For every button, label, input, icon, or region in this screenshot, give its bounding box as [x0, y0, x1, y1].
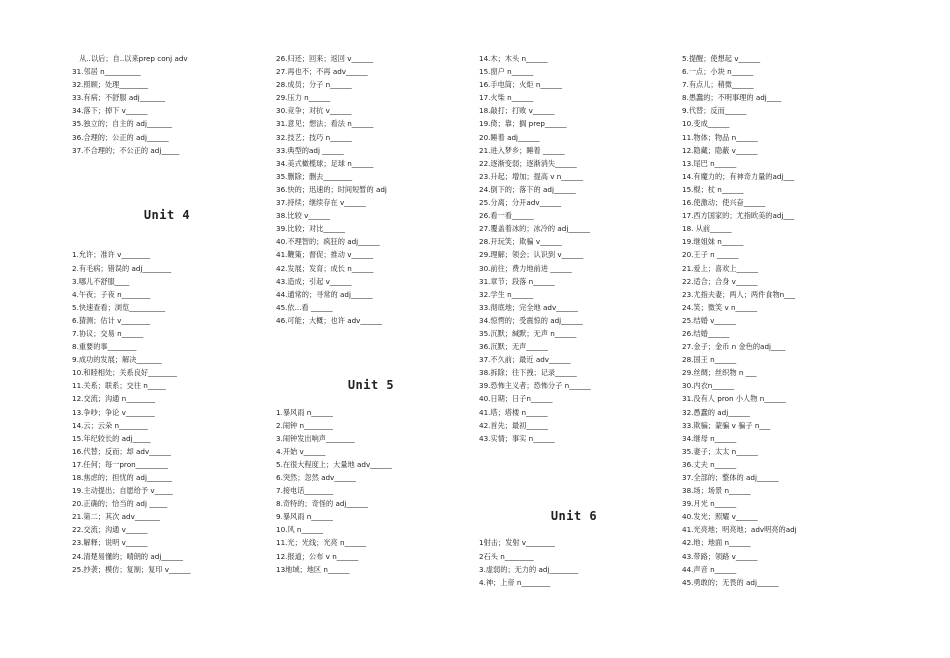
vocab-entry: 3.哪儿不舒服____ [72, 276, 130, 286]
spacer [479, 523, 669, 536]
vocab-entry: 9.代替；反而______ [682, 106, 747, 116]
vocab-entry: 28.国王 n______ [682, 355, 737, 365]
vocab-entry: 32.技艺；技巧 n______ [276, 132, 352, 142]
vocab-entry: 21.进入梦乡；睡着 ______ [479, 145, 565, 155]
vocab-entry: 13.尾巴 n______ [682, 158, 737, 168]
column-1 [72, 52, 262, 576]
vocab-entry: 38.比较 v______ [276, 211, 330, 221]
vocab-entry: 29.丝绸；丝织物 n ___ [682, 368, 757, 378]
vocab-entry: 36.丈夫 n______ [682, 459, 737, 469]
vocab-entry: 35.沉默；缄默；无声 n______ [479, 328, 577, 338]
vocab-entry: 1.暴风雨 n______ [276, 407, 333, 417]
vocab-entry: 35.删除；删去________ [276, 171, 353, 181]
vocab-entry: 33.欺骗；蒙骗 v 骗子 n___ [682, 420, 771, 430]
vocab-entry: 1.允许；准许 v________ [72, 250, 151, 260]
vocab-entry: 17.火柴 n______ [479, 93, 534, 103]
vocab-entry: 36.快的；迅速的；时间短暂的 adj [276, 184, 387, 194]
vocab-entry: 9.成功的发展；解决_______ [72, 355, 162, 365]
vocab-entry: 40.不理智的；疯狂的 adj______ [276, 237, 380, 247]
vocab-entry: 30.竞争；对抗 v______ [276, 106, 352, 116]
vocab-entry: 15.年纪较长的 adj_____ [72, 433, 151, 443]
vocab-entry: 25.结婚 v______ [682, 315, 736, 325]
vocab-entry: 16.代替；反而；却 adv______ [72, 446, 171, 456]
vocab-entry: 19.继姐妹 n______ [682, 237, 744, 247]
vocab-entry: 40.日期；日子n______ [479, 394, 553, 404]
vocab-entry: 8.奇特的；奇怪的 adj______ [276, 499, 368, 509]
vocab-entry: 34.落下；掉下 v______ [72, 106, 148, 116]
vocab-entry: 8.愚蠢的；不明事理的 adj____ [682, 93, 782, 103]
vocab-entry: 37.持续；继续存在 v______ [276, 198, 366, 208]
spacer [72, 157, 262, 170]
vocab-entry: 1射击；发射 v________ [479, 538, 555, 548]
vocab-entry: 24.清楚易懂的；晴朗的 adj______ [72, 551, 183, 561]
vocab-entry: 3.闹钟发出响声________ [276, 433, 355, 443]
vocab-entry: 45.依...看 ______ [276, 302, 333, 312]
vocab-entry: 12.报道；公布 v n______ [276, 551, 359, 561]
vocab-entry: 13.争吵；争论 v________ [72, 407, 155, 417]
vocab-entry: 23.解释；说明 v______ [72, 538, 148, 548]
vocab-entry: 30.内衣n______ [682, 381, 734, 391]
vocab-entry: 43.实情；事实 n______ [479, 433, 555, 443]
spacer [479, 458, 669, 471]
vocab-entry: 41.塔；塔楼 n______ [479, 407, 548, 417]
vocab-entry: 5.快速查看；浏览__________ [72, 302, 166, 312]
vocab-entry: 10.变成______ [682, 119, 730, 129]
vocab-entry: 5.提醒；使想起 v______ [682, 54, 761, 63]
vocab-entry: 35.妻子；太太 n______ [682, 446, 758, 456]
vocab-entry: 11.物体；物品 n______ [682, 132, 758, 142]
spacer [276, 392, 466, 405]
vocab-entry: 25.抄袭；模仿；复制；复印 v______ [72, 564, 191, 574]
vocab-entry: 26.结婚______ [682, 328, 730, 338]
vocab-entry: 38.场；场景 n______ [682, 486, 751, 496]
vocab-entry: 26.看一看______ [479, 211, 534, 221]
spacer [479, 471, 669, 484]
unit-heading: Unit 4 [143, 208, 191, 223]
column-3 [479, 52, 669, 589]
vocab-entry: 36.沉默；无声______ [479, 342, 548, 352]
vocab-entry: 39.月光 n______ [682, 499, 737, 509]
vocab-entry: 7.有点儿；稍微______ [682, 80, 754, 90]
vocab-entry: 26.归还；回来；返回 v______ [276, 54, 374, 63]
vocab-entry: 22.交流；沟通 v______ [72, 525, 148, 535]
vocab-entry: 29.压力 n______ [276, 93, 331, 103]
vocab-entry: 8.重要的事________ [72, 342, 137, 352]
vocab-entry: 38.拆除；往下拽；记录______ [479, 368, 577, 378]
vocab-entry: 21.第二；其次 adv_______ [72, 512, 161, 522]
vocab-entry: 42.首先；最初______ [479, 420, 548, 430]
spacer [72, 222, 262, 235]
spacer [276, 353, 466, 366]
vocab-entry: 43.造成；引起 v______ [276, 276, 352, 286]
vocab-entry: 24.倒下的；落下的 adj______ [479, 184, 576, 194]
vocab-entry: 46.可能；大概；也许 adv______ [276, 315, 382, 325]
vocab-entry: 34.继母 n______ [682, 433, 737, 443]
vocab-entry: 17.西方国家的；尤指欧美的adj___ [682, 211, 795, 221]
spacer [479, 445, 669, 458]
spacer [276, 327, 466, 340]
vocab-entry: 17.任何；每一pron_________ [72, 459, 169, 469]
vocab-entry: 33.彻底地；完全地 adv______ [479, 302, 578, 312]
vocab-entry: 23.升起；增加；提高 v n______ [479, 171, 583, 181]
vocab-entry: 2石头 n________ [479, 551, 534, 561]
vocab-entry: 16.手电筒；火炬 n______ [479, 80, 562, 90]
vocab-entry: 6.猜测；估计 v________ [72, 315, 151, 325]
vocab-entry: 从..以后；自..以来prep conj adv [72, 54, 188, 63]
vocab-entry: 45.勇敢的；无畏的 adj______ [682, 577, 779, 587]
vocab-entry: 20.王子 n ______ [682, 250, 739, 260]
vocab-entry: 18.敲打；打败 v______ [479, 106, 555, 116]
vocab-entry: 27.覆盖着冰的；冰冷的 adj______ [479, 224, 590, 234]
vocab-entry: 7.接电话________ [276, 486, 334, 496]
vocab-entry: 34.惊愕的；受震惊的 adj______ [479, 315, 583, 325]
vocab-entry: 4.午夜；子夜 n________ [72, 289, 151, 299]
spacer [72, 183, 262, 196]
vocab-entry: 35.独立的；自主的 adj_______ [72, 119, 173, 129]
vocab-entry: 14.木；木头 n______ [479, 54, 548, 63]
vocab-entry: 42.发展；发育；成长 n______ [276, 263, 374, 273]
vocab-entry: 37.不合理的；不公正的 adj_____ [72, 145, 180, 155]
vocab-entry: 34.美式橄榄球；足球 n______ [276, 158, 374, 168]
vocab-entry: 14.云；云朵 n________ [72, 420, 148, 430]
vocab-entry: 33.典型的adj ______ [276, 145, 344, 155]
vocab-entry: 21.爱上；喜欢上______ [682, 263, 759, 273]
vocab-entry: 18. 从前______ [682, 224, 732, 234]
vocab-entry: 4.神；上帝 n________ [479, 577, 551, 587]
vocab-entry: 5.在很大程度上；大量地 adv______ [276, 459, 392, 469]
unit-heading: Unit 5 [347, 378, 395, 393]
vocab-entry: 39.比较；对比______ [276, 224, 345, 234]
vocab-entry: 7.协议；交易 n______ [72, 328, 144, 338]
vocab-entry: 30.前往；费力地前进 ______ [479, 263, 572, 273]
vocab-entry: 28.成员；分子 n______ [276, 80, 352, 90]
vocab-entry: 40.发光；照耀 v______ [682, 512, 758, 522]
vocab-entry: 39.恐怖主义者；恐怖分子 n______ [479, 381, 591, 391]
vocab-entry: 6.一点；小块 n______ [682, 67, 754, 77]
vocab-entry: 31.没有人 pron 小人物 n______ [682, 394, 786, 404]
vocab-entry: 18.焦虑的；担忧的 adj_______ [72, 473, 173, 482]
vocab-entry: 15.棍；杖 n______ [682, 184, 744, 194]
vocab-entry: 12.隐藏；隐蔽 v______ [682, 145, 758, 155]
vocab-entry: 20.睡着 adj______ [479, 132, 540, 142]
vocab-entry: 2.有毛病；错误的 adj________ [72, 263, 172, 273]
column-4 [682, 52, 872, 589]
column-2 [276, 52, 466, 576]
vocab-entry: 29.理解；领会；认识到 v______ [479, 250, 584, 260]
vocab-entry: 9.暴风雨 n______ [276, 512, 333, 522]
vocab-entry: 22.适合；合身 v______ [682, 276, 758, 286]
vocab-entry: 11.关系；联系；交往 n_____ [72, 381, 166, 391]
vocab-entry: 25.分离；分开adv______ [479, 198, 562, 208]
vocab-entry: 27.金子；金币 n 金色的adj____ [682, 342, 786, 352]
vocab-entry: 2.闹钟 n________ [276, 420, 333, 430]
spacer [276, 340, 466, 353]
vocab-entry: 31.意见；想法；看法 n______ [276, 119, 374, 129]
vocab-entry: 32.愚蠢的 adj______ [682, 407, 750, 417]
vocab-entry: 28.开玩笑；欺骗 v______ [479, 237, 562, 247]
vocab-entry: 3.虚弱的；无力的 adj________ [479, 564, 579, 574]
vocab-entry: 37.不久前；最近 adv______ [479, 355, 571, 365]
vocab-entry: 19.主动提出；自愿给予 v_____ [72, 486, 173, 496]
spacer [72, 235, 262, 248]
vocab-entry: 43.带路；领路 v______ [682, 551, 758, 561]
vocab-entry: 22.逐渐变弱；逐渐消失______ [479, 158, 577, 168]
vocab-entry: 12.交流；沟通 n________ [72, 394, 155, 404]
vocab-entry: 10.风 n______ [276, 525, 324, 535]
vocab-entry: 41.鞭策；督促；推动 v______ [276, 250, 374, 260]
vocab-entry: 24.笑；微笑 v n______ [682, 302, 758, 312]
vocab-entry: 37.全部的；整体的 adj______ [682, 473, 779, 482]
vocab-entry: 36.合理的；公正的 adj______ [72, 132, 169, 142]
vocab-entry: 6.突然；忽然 adv______ [276, 473, 356, 482]
vocab-entry: 10.和睦相处；关系良好________ [72, 368, 177, 378]
vocab-entry: 19.倚；靠；搁 prep______ [479, 119, 567, 129]
vocab-entry: 33.有病；不舒服 adj_______ [72, 93, 165, 103]
vocab-entry: 23.尤指夫妻；两人；两件食物n___ [682, 289, 796, 299]
vocab-entry: 32.照顾；处理________ [72, 80, 149, 90]
vocab-entry: 13地域；地区 n______ [276, 564, 350, 574]
vocab-entry: 20.正确的；恰当的 adj _____ [72, 499, 168, 509]
vocab-entry: 44.声音 n______ [682, 564, 737, 574]
vocab-entry: 16.使激动；使兴奋______ [682, 198, 766, 208]
vocab-entry: 4.开始 v______ [276, 446, 326, 456]
vocab-entry: 44.通常的；寻常的 adj______ [276, 289, 373, 299]
vocab-entry: 14.有魔力的；有神奇力量的adj___ [682, 171, 795, 181]
spacer [72, 170, 262, 183]
vocab-entry: 11.光；光线；光亮 n______ [276, 538, 367, 548]
vocab-entry: 42.地；地面 n______ [682, 538, 751, 548]
spacer [479, 484, 669, 497]
vocab-entry: 15.窗户 n______ [479, 67, 534, 77]
vocab-entry: 41.光亮地；明亮地；adv明亮的adj [682, 525, 797, 535]
vocab-entry: 27.再也不；不再 adv______ [276, 67, 368, 77]
vocab-entry: 31.邻居 n__________ [72, 67, 141, 77]
unit-heading: Unit 6 [550, 509, 598, 524]
vocab-entry: 32.学生 n______ [479, 289, 534, 299]
vocab-entry: 31.章节；段落 n______ [479, 276, 555, 286]
